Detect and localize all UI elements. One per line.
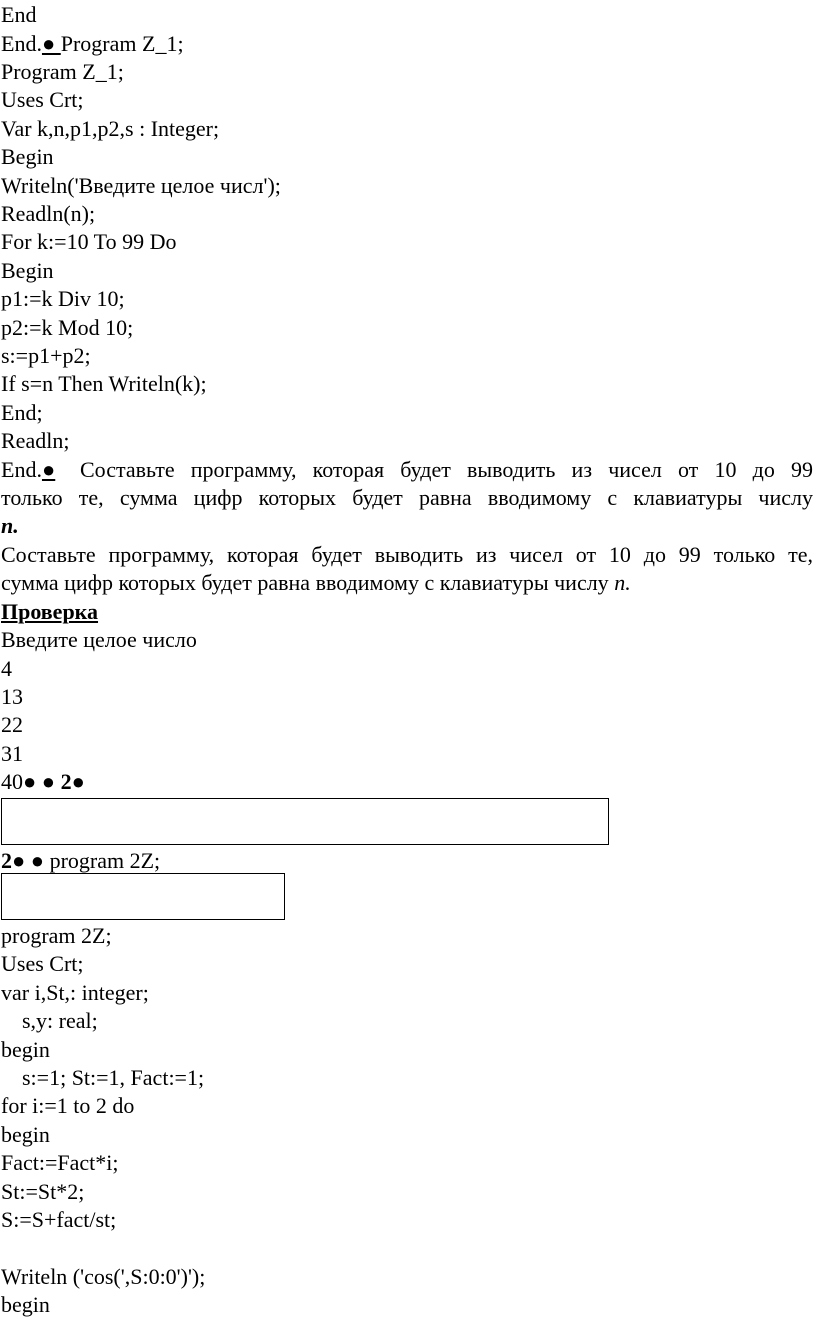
- text-line: 13: [1, 684, 23, 709]
- bullet-icon: ●: [41, 31, 61, 56]
- empty-frame: [1, 798, 609, 845]
- text-line: [1, 30, 184, 58]
- text-fragment: End.: [1, 457, 42, 482]
- text-line: var i,St,: integer;: [1, 980, 149, 1005]
- text-line: s:=p1+p2;: [1, 343, 91, 368]
- text-line: Writeln('Введите целое числ');: [1, 173, 281, 198]
- text-line: Uses Crt;: [1, 87, 84, 112]
- text-fragment: program 2Z;: [49, 848, 161, 873]
- text-line: Введите целое число: [1, 627, 197, 652]
- empty-frame: [1, 873, 285, 920]
- task-variable: n.: [614, 570, 631, 595]
- text-line: End;: [1, 400, 43, 425]
- text-line: Readln(n);: [1, 201, 96, 226]
- text-line: Uses Crt;: [1, 951, 84, 976]
- text-line: s,y: real;: [22, 1008, 98, 1033]
- text-line: p2:=k Mod 10;: [1, 315, 134, 340]
- text-line: Fact:=Fact*i;: [1, 1150, 119, 1175]
- text-line: for i:=1 to 2 do: [1, 1093, 135, 1118]
- text-fragment: 40● ●: [1, 769, 61, 794]
- text-line: [1, 569, 631, 597]
- text-fragment: Program Z_1;: [60, 31, 184, 56]
- text-line: For k:=10 To 99 Do: [1, 229, 177, 254]
- text-fragment: сумма цифр которых будет равна вводимому с клавиатуры числу: [1, 570, 615, 595]
- text-fragment: End.: [1, 31, 42, 56]
- task-text-line: только те, сумма цифр которых будет равна вводимому с клавиатуры числу: [1, 485, 813, 510]
- text-line: End: [1, 2, 37, 27]
- text-line: [1, 456, 55, 484]
- text-line: [1, 768, 85, 796]
- text-fragment: 2● ●: [1, 848, 50, 873]
- text-line: Var k,n,p1,p2,s : Integer;: [1, 116, 220, 141]
- text-line: p1:=k Div 10;: [1, 286, 125, 311]
- text-line: program 2Z;: [1, 923, 112, 948]
- text-line: 22: [1, 712, 23, 737]
- task-text-line: Составьте программу, которая будет выводить из чисел от 10 до 99: [80, 457, 813, 482]
- text-line: If s=n Then Writeln(k);: [1, 371, 207, 396]
- text-line: Program Z_1;: [1, 59, 124, 84]
- text-line: Readln;: [1, 428, 70, 453]
- section-heading: Проверка: [1, 599, 99, 624]
- text-line: 4: [1, 656, 12, 681]
- text-line: Begin: [1, 144, 54, 169]
- text-line: S:=S+fact/st;: [1, 1207, 117, 1232]
- bullet-icon: ●: [41, 457, 56, 482]
- text-line: s:=1; St:=1, Fact:=1;: [22, 1065, 205, 1090]
- text-line: begin: [1, 1122, 50, 1147]
- text-line: begin: [1, 1037, 50, 1062]
- text-line: St:=St*2;: [1, 1179, 85, 1204]
- text-line: begin: [1, 1292, 50, 1317]
- text-line: 31: [1, 741, 23, 766]
- text-line: [1, 847, 160, 875]
- text-fragment: 2●: [60, 769, 85, 794]
- text-line: Writeln ('cos(',S:0:0')');: [1, 1264, 206, 1289]
- task-variable: n.: [1, 513, 19, 538]
- text-line: Begin: [1, 258, 54, 283]
- task-text-line: Составьте программу, которая будет выводить из чисел от 10 до 99 только те,: [1, 542, 813, 567]
